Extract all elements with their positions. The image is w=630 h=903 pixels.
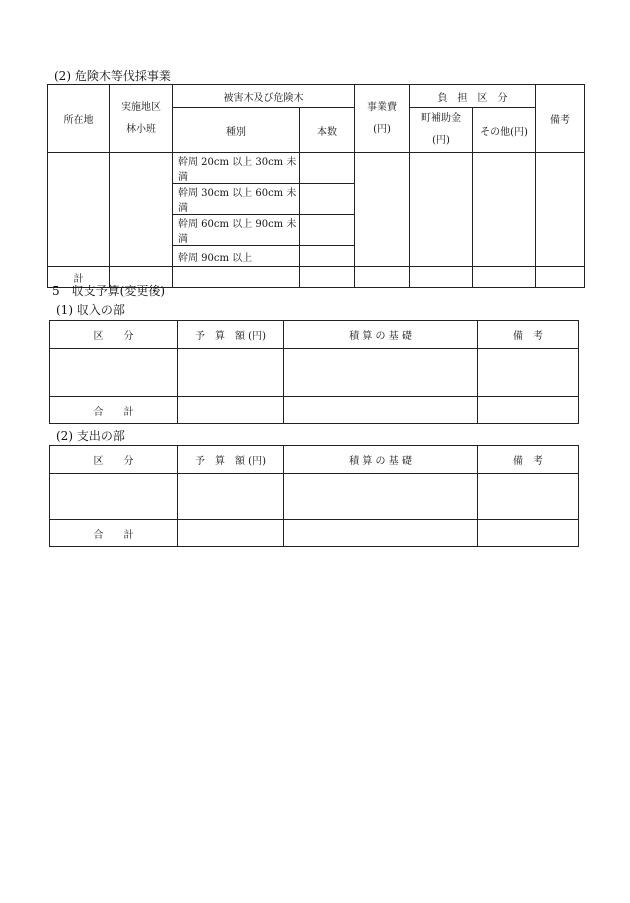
expense-cell[interactable] xyxy=(478,474,579,520)
expense-cell[interactable] xyxy=(50,474,178,520)
header-cost xyxy=(355,85,410,153)
expense-table xyxy=(49,445,579,547)
expense-header-budget: 予 算 額 (円) xyxy=(178,446,284,474)
header-cost-line2: (円) xyxy=(373,123,391,135)
expense-header-basis: 積 算 の 基 礎 xyxy=(284,446,478,474)
kind-label: 幹周 60cm 以上 90cm 未満 xyxy=(173,215,300,246)
cell-remarks[interactable] xyxy=(536,153,585,267)
header-kind: 種別 xyxy=(173,108,300,153)
hazard-tree-table xyxy=(47,84,585,288)
income-total-label: 合 計 xyxy=(50,397,178,424)
header-area-line2: 林小班 xyxy=(126,123,156,135)
expense-total-cell[interactable] xyxy=(284,520,478,547)
cell-location[interactable] xyxy=(48,153,110,267)
income-total-cell[interactable] xyxy=(478,397,579,424)
total-label: 計 xyxy=(48,267,110,288)
cell-count[interactable] xyxy=(300,246,355,267)
kind-label: 幹周 20cm 以上 30cm 未満 xyxy=(173,153,300,184)
expense-header-category: 区 分 xyxy=(50,446,178,474)
total-cell[interactable] xyxy=(355,267,410,288)
income-cell[interactable] xyxy=(478,349,579,397)
total-cell[interactable] xyxy=(410,267,473,288)
header-count: 本数 xyxy=(300,108,355,153)
kind-label: 幹周 90cm 以上 xyxy=(173,246,300,267)
expense-cell[interactable] xyxy=(178,474,284,520)
cell-area[interactable] xyxy=(110,153,173,267)
cell-cost[interactable] xyxy=(355,153,410,267)
cell-count[interactable] xyxy=(300,153,355,184)
subsection-title-expense: (2) 支出の部 xyxy=(56,429,125,443)
expense-total-cell[interactable] xyxy=(178,520,284,547)
section-title-budget: 5 収支予算(変更後) xyxy=(52,284,165,298)
income-header-basis: 積 算 の 基 礎 xyxy=(284,321,478,349)
header-damaged-trees: 被害木及び危険木 xyxy=(173,85,355,108)
income-cell[interactable] xyxy=(50,349,178,397)
cell-count[interactable] xyxy=(300,215,355,246)
expense-total-label: 合 計 xyxy=(50,520,178,547)
total-cell[interactable] xyxy=(173,267,300,288)
header-town-subsidy-line2: (円) xyxy=(432,135,450,146)
header-area-line1: 実施地区 xyxy=(121,101,161,113)
header-burden: 負 担 区 分 xyxy=(410,85,536,108)
cell-other[interactable] xyxy=(473,153,536,267)
total-cell[interactable] xyxy=(473,267,536,288)
header-location: 所在地 xyxy=(48,85,110,153)
income-header-category: 区 分 xyxy=(50,321,178,349)
header-other: その他(円) xyxy=(473,108,536,153)
header-cost-line1: 事業費 xyxy=(367,101,397,113)
expense-header-remarks: 備 考 xyxy=(478,446,579,474)
income-total-cell[interactable] xyxy=(284,397,478,424)
income-header-budget: 予 算 額 (円) xyxy=(178,321,284,349)
expense-cell[interactable] xyxy=(284,474,478,520)
income-cell[interactable] xyxy=(178,349,284,397)
section-title-hazard-tree: (2) 危険木等伐採事業 xyxy=(54,69,171,83)
income-header-remarks: 備 考 xyxy=(478,321,579,349)
header-remarks: 備考 xyxy=(536,85,585,153)
income-cell[interactable] xyxy=(284,349,478,397)
total-cell[interactable] xyxy=(300,267,355,288)
header-town-subsidy xyxy=(410,108,473,153)
header-area xyxy=(110,85,173,153)
expense-total-cell[interactable] xyxy=(478,520,579,547)
income-total-cell[interactable] xyxy=(178,397,284,424)
kind-label: 幹周 30cm 以上 60cm 未満 xyxy=(173,184,300,215)
income-table xyxy=(49,320,579,424)
total-cell[interactable] xyxy=(536,267,585,288)
subsection-title-income: (1) 収入の部 xyxy=(56,303,125,317)
header-town-subsidy-line1: 町補助金 xyxy=(421,113,461,124)
cell-count[interactable] xyxy=(300,184,355,215)
cell-town-subsidy[interactable] xyxy=(410,153,473,267)
